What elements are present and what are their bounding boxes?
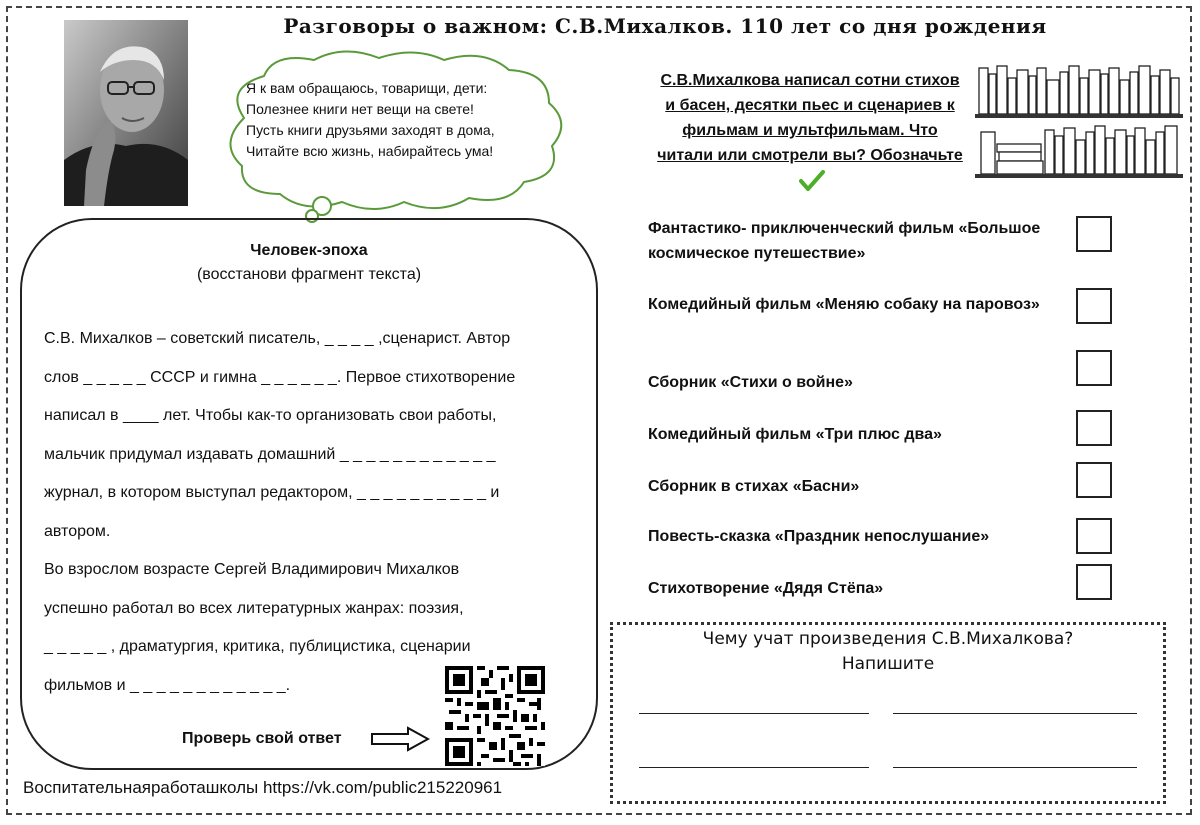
check-answer-label: Проверь свой ответ (182, 730, 342, 747)
thought-bubble (214, 48, 574, 228)
author-portrait (64, 20, 188, 206)
checklist-item-label: Комедийный фильм «Меняю собаку на паровоз» (648, 296, 1040, 313)
green-checkmark-icon (799, 170, 825, 192)
text-line: _ _ _ _ _ , драматургия, критика, публицистика, сценарии (44, 638, 471, 655)
question-text (613, 627, 1163, 677)
checkbox-item-1[interactable] (1076, 216, 1112, 252)
text-line: фильмов и _ _ _ _ _ _ _ _ _ _ _ _. (44, 676, 291, 694)
checkbox-item-6[interactable] (1076, 518, 1112, 554)
checkbox-item-5[interactable] (1076, 462, 1112, 498)
works-checklist (648, 214, 1188, 614)
poem-line: Читайте всю жизнь, набирайтесь ума! (246, 143, 494, 159)
bookshelf-icon (975, 60, 1183, 185)
checkbox-item-4[interactable] (1076, 410, 1112, 446)
checkbox-item-3[interactable] (1076, 350, 1112, 386)
checklist-item-label: Фантастико- приключенческий фильм «Большое космическое путешествие» (648, 220, 1041, 262)
page-title: Разговоры о важном: С.В.Михалков. 110 лет со дня рождения (283, 14, 1047, 38)
question-line: Напишите (841, 654, 935, 674)
checklist-item-label: Стихотворение «Дядя Стёпа» (648, 580, 884, 597)
checklist-item-label: Комедийный фильм «Три плюс два» (648, 426, 942, 443)
restore-text (44, 320, 584, 705)
qr-code[interactable] (445, 666, 545, 766)
checklist-item-label: Сборник «Стихи о войне» (648, 374, 853, 391)
checklist-item-label: Сборник в стихах «Басни» (648, 478, 860, 495)
answer-line[interactable] (893, 713, 1137, 714)
checkbox-item-7[interactable] (1076, 564, 1112, 600)
answer-line[interactable] (639, 713, 869, 714)
question-panel (610, 622, 1166, 804)
text-line: слов _ _ _ _ _ СССР и гимна _ _ _ _ _ _. Первое стихотворение (44, 368, 516, 386)
text-line: мальчик придумал издавать домашний _ _ _ _ _ _ _ _ _ _ _ _ (44, 445, 496, 463)
answer-line[interactable] (639, 767, 869, 768)
poem-line: Полезнее книги нет вещи на свете! (246, 101, 474, 117)
question-line: Чему учат произведения С.В.Михалкова? (702, 629, 1074, 649)
text-line: С.В. Михалков – советский писатель, _ _ _ _ ,сценарист. Автор (44, 330, 511, 347)
intro-text (655, 68, 965, 193)
checklist-item-label: Повесть-сказка «Праздник непослушание» (648, 528, 990, 545)
text-line: автором. (44, 522, 111, 540)
restore-title: Человек-эпоха (250, 242, 368, 259)
restore-subtitle: (восстанови фрагмент текста) (196, 266, 422, 283)
poem (246, 78, 546, 162)
text-line: успешно работал во всех литературных жанрах: поэзия, (44, 599, 464, 617)
text-line: написал в ____ лет. Чтобы как-то организовать свои работы, (44, 407, 497, 424)
checkbox-item-2[interactable] (1076, 288, 1112, 324)
poem-line: Я к вам обращаюсь, товарищи, дети: (246, 80, 488, 96)
footer-credit: Воспитательнаяработашколы https://vk.com/public215220961 (23, 778, 503, 797)
text-line: журнал, в котором выступал редактором, _ _ _ _ _ _ _ _ _ _ и (44, 484, 500, 501)
answer-line[interactable] (893, 767, 1137, 768)
arrow-right-icon (370, 726, 430, 752)
text-line: Во взрослом возрасте Сергей Владимирович Михалков (44, 561, 460, 578)
intro-text-content: С.В.Михалкова написал сотни стихов и басен, десятки пьес и сценариев к фильмам и мультфильмам. Что читали или смотрели вы? Обозначьте (657, 72, 963, 164)
poem-line: Пусть книги друзьями заходят в дома, (246, 122, 495, 138)
